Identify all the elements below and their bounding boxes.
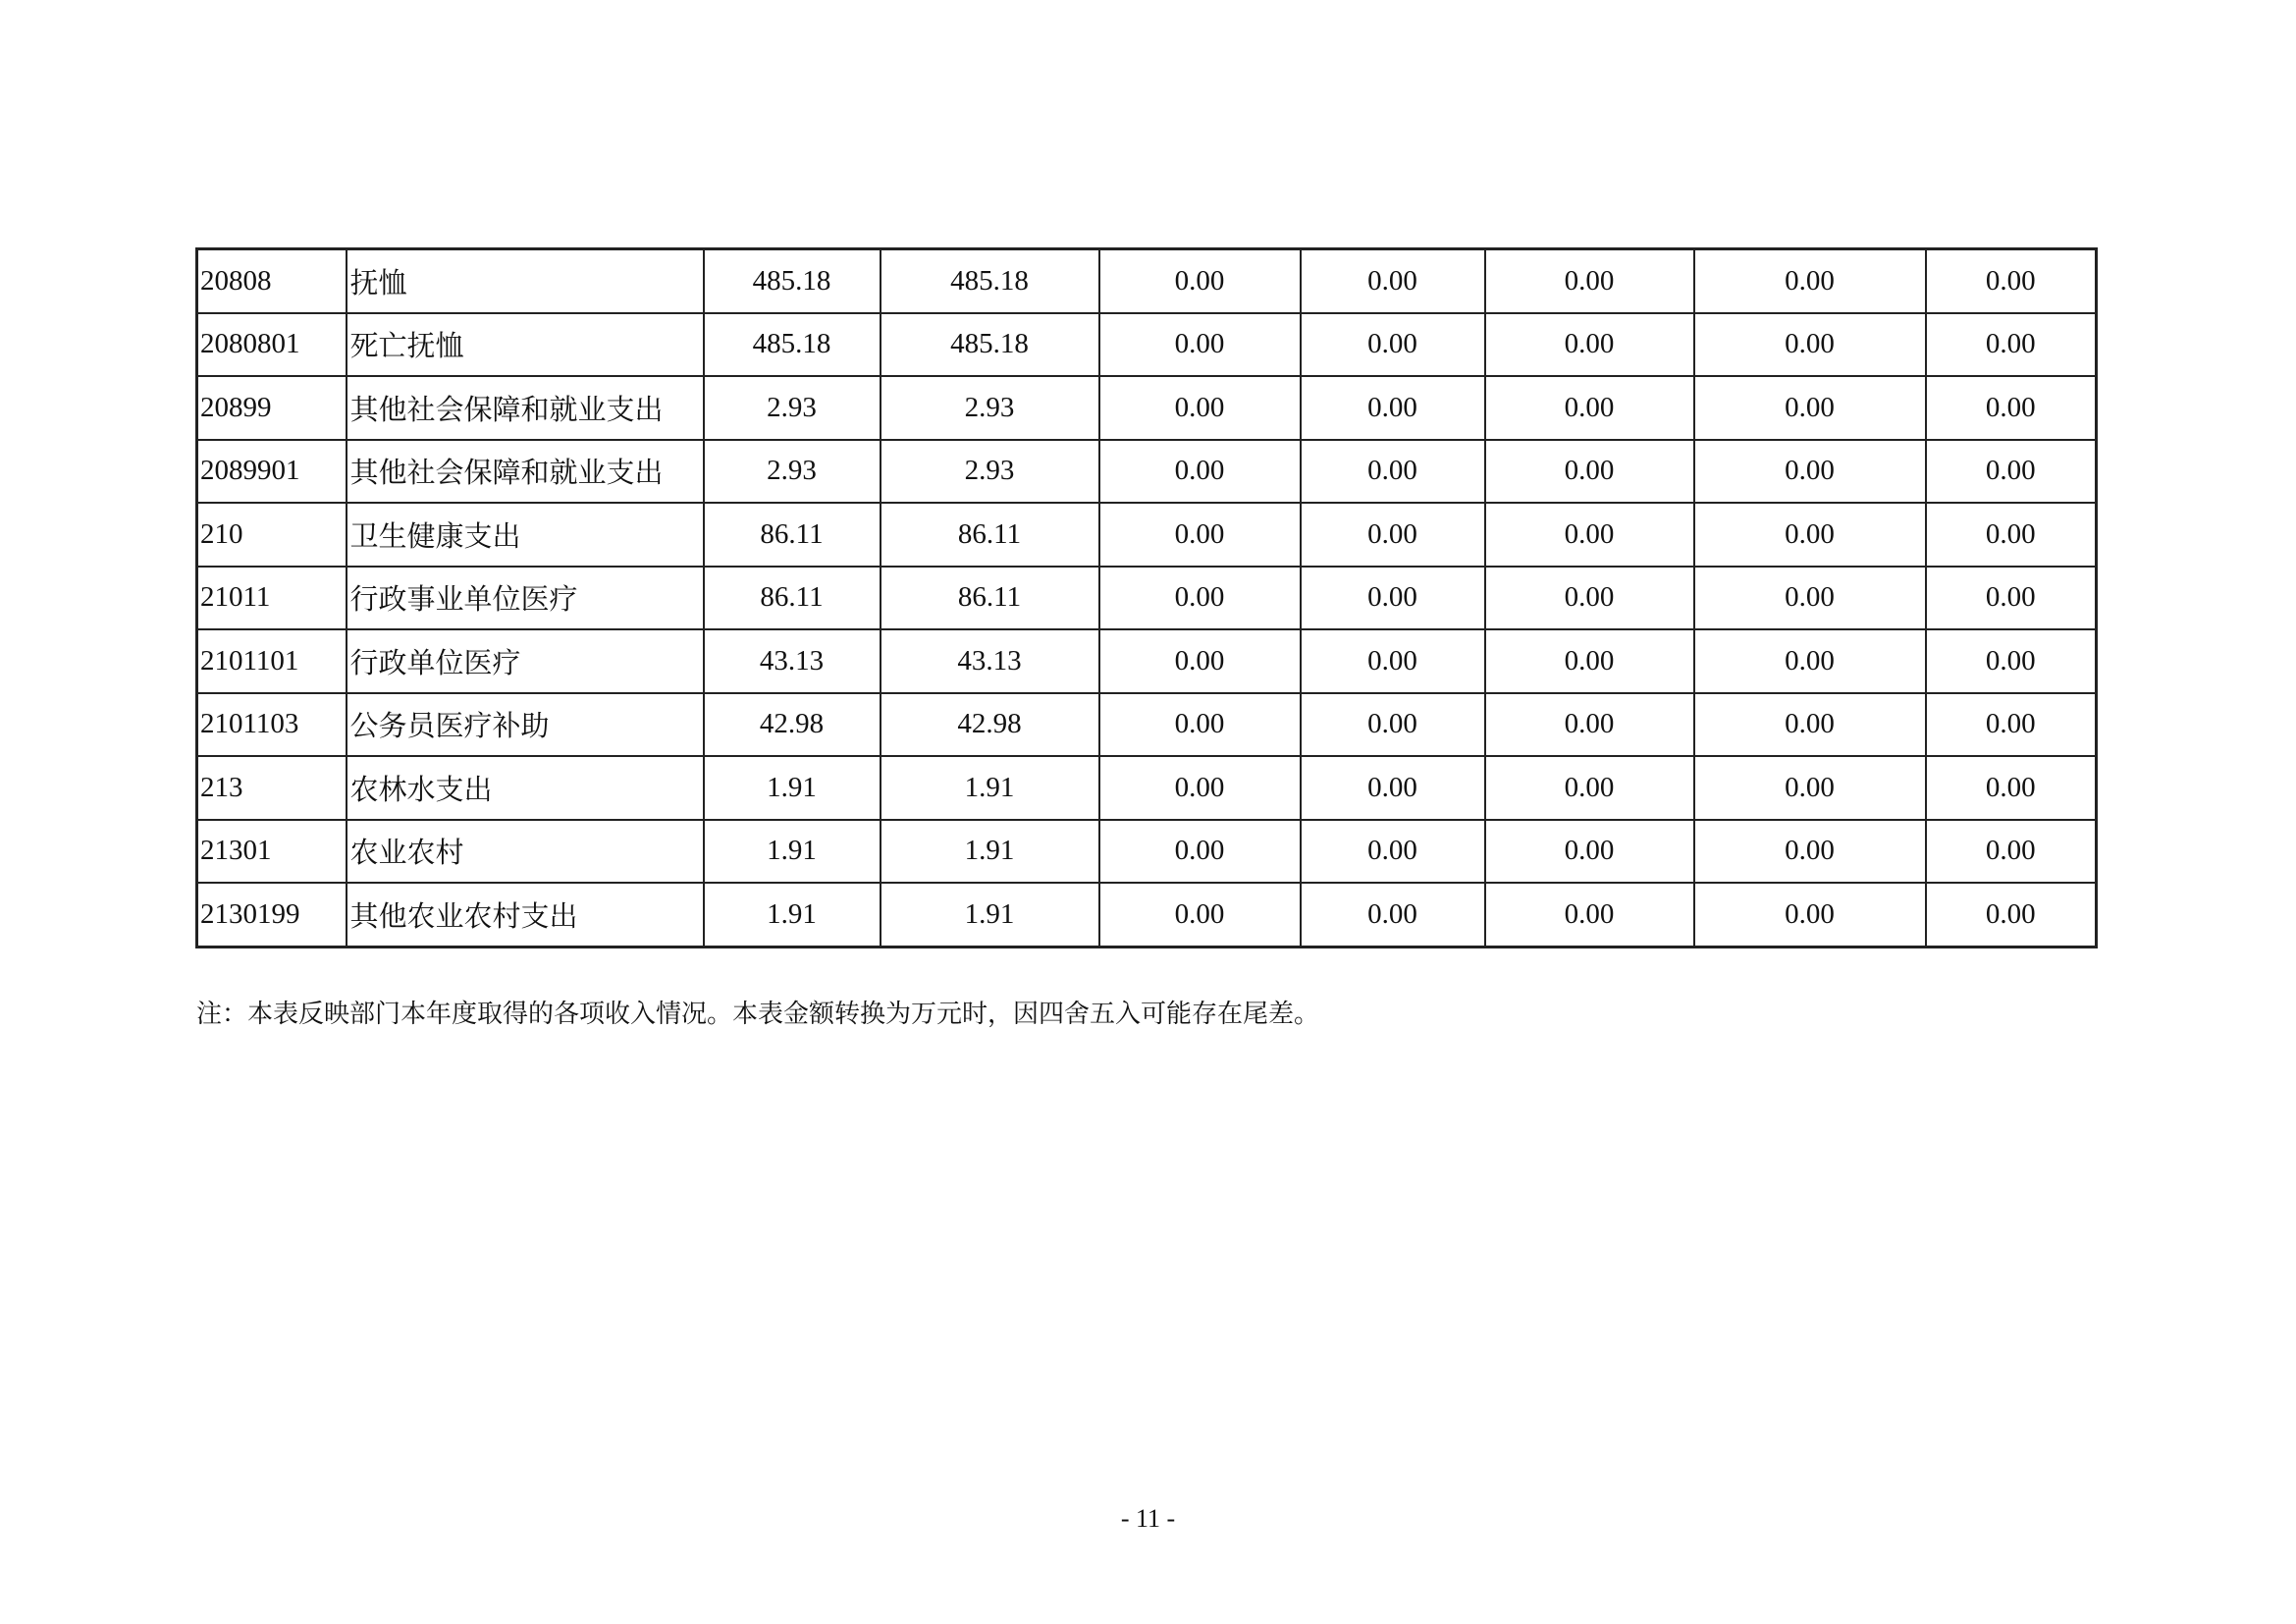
amount-cell: 0.00 [1099, 629, 1301, 693]
amount-cell: 0.00 [1301, 249, 1485, 313]
amount-cell: 0.00 [1099, 440, 1301, 504]
subject-name-cell: 公务员医疗补助 [347, 693, 704, 757]
amount-cell: 0.00 [1099, 693, 1301, 757]
amount-cell: 485.18 [704, 249, 881, 313]
amount-cell: 1.91 [881, 820, 1099, 884]
amount-cell: 0.00 [1694, 883, 1926, 947]
subject-code-cell: 20899 [197, 376, 347, 440]
amount-cell: 2.93 [704, 440, 881, 504]
amount-cell: 1.91 [704, 883, 881, 947]
amount-cell: 0.00 [1926, 883, 2097, 947]
amount-cell: 0.00 [1301, 756, 1485, 820]
table-row [197, 249, 2097, 313]
amount-cell: 0.00 [1099, 820, 1301, 884]
subject-code-cell: 21301 [197, 820, 347, 884]
subject-name-cell: 其他农业农村支出 [347, 883, 704, 947]
subject-name-cell: 行政事业单位医疗 [347, 567, 704, 630]
amount-cell: 0.00 [1485, 376, 1694, 440]
amount-cell: 0.00 [1926, 376, 2097, 440]
amount-cell: 0.00 [1301, 503, 1485, 567]
amount-cell: 0.00 [1485, 249, 1694, 313]
amount-cell: 0.00 [1694, 693, 1926, 757]
amount-cell: 0.00 [1694, 313, 1926, 377]
amount-cell: 0.00 [1099, 376, 1301, 440]
amount-cell: 0.00 [1926, 756, 2097, 820]
amount-cell: 0.00 [1485, 883, 1694, 947]
amount-cell: 1.91 [704, 756, 881, 820]
amount-cell: 0.00 [1926, 249, 2097, 313]
table-row [197, 503, 2097, 567]
amount-cell: 0.00 [1926, 820, 2097, 884]
subject-name-cell: 死亡抚恤 [347, 313, 704, 377]
table-row [197, 756, 2097, 820]
amount-cell: 1.91 [881, 883, 1099, 947]
amount-cell: 0.00 [1485, 313, 1694, 377]
subject-code-cell: 210 [197, 503, 347, 567]
amount-cell: 0.00 [1301, 693, 1485, 757]
amount-cell: 0.00 [1694, 376, 1926, 440]
amount-cell: 0.00 [1926, 567, 2097, 630]
amount-cell: 0.00 [1099, 249, 1301, 313]
table-row [197, 376, 2097, 440]
amount-cell: 0.00 [1694, 756, 1926, 820]
subject-code-cell: 213 [197, 756, 347, 820]
amount-cell: 0.00 [1099, 313, 1301, 377]
table-note: 注：本表反映部门本年度取得的各项收入情况。本表金额转换为万元时，因四舍五入可能存在尾差。 [196, 1000, 1320, 1029]
amount-cell: 1.91 [704, 820, 881, 884]
table-row [197, 883, 2097, 947]
amount-cell: 0.00 [1485, 756, 1694, 820]
amount-cell: 0.00 [1926, 693, 2097, 757]
amount-cell: 0.00 [1301, 440, 1485, 504]
amount-cell: 43.13 [704, 629, 881, 693]
amount-cell: 0.00 [1099, 883, 1301, 947]
subject-code-cell: 2130199 [197, 883, 347, 947]
amount-cell: 86.11 [704, 503, 881, 567]
amount-cell: 0.00 [1694, 629, 1926, 693]
amount-cell: 0.00 [1485, 629, 1694, 693]
amount-cell: 86.11 [704, 567, 881, 630]
amount-cell: 0.00 [1301, 820, 1485, 884]
amount-cell: 0.00 [1099, 503, 1301, 567]
amount-cell: 0.00 [1099, 756, 1301, 820]
amount-cell: 485.18 [881, 249, 1099, 313]
table-row [197, 313, 2097, 377]
amount-cell: 485.18 [704, 313, 881, 377]
subject-code-cell: 2101101 [197, 629, 347, 693]
amount-cell: 485.18 [881, 313, 1099, 377]
amount-cell: 42.98 [881, 693, 1099, 757]
amount-cell: 0.00 [1926, 440, 2097, 504]
table-row [197, 567, 2097, 630]
amount-cell: 0.00 [1926, 629, 2097, 693]
subject-name-cell: 抚恤 [347, 249, 704, 313]
subject-name-cell: 农林水支出 [347, 756, 704, 820]
amount-cell: 2.93 [881, 440, 1099, 504]
subject-code-cell: 20808 [197, 249, 347, 313]
amount-cell: 0.00 [1926, 313, 2097, 377]
amount-cell: 0.00 [1301, 313, 1485, 377]
amount-cell: 0.00 [1694, 567, 1926, 630]
subject-name-cell: 农业农村 [347, 820, 704, 884]
income-table [195, 247, 2098, 948]
amount-cell: 0.00 [1694, 249, 1926, 313]
subject-code-cell: 2080801 [197, 313, 347, 377]
subject-code-cell: 2101103 [197, 693, 347, 757]
amount-cell: 2.93 [704, 376, 881, 440]
amount-cell: 0.00 [1485, 820, 1694, 884]
subject-code-cell: 2089901 [197, 440, 347, 504]
table-row [197, 629, 2097, 693]
amount-cell: 0.00 [1485, 503, 1694, 567]
amount-cell: 0.00 [1926, 503, 2097, 567]
subject-code-cell: 21011 [197, 567, 347, 630]
amount-cell: 86.11 [881, 503, 1099, 567]
amount-cell: 0.00 [1694, 440, 1926, 504]
subject-name-cell: 其他社会保障和就业支出 [347, 376, 704, 440]
amount-cell: 0.00 [1485, 693, 1694, 757]
amount-cell: 43.13 [881, 629, 1099, 693]
amount-cell: 0.00 [1301, 629, 1485, 693]
amount-cell: 0.00 [1694, 503, 1926, 567]
amount-cell: 0.00 [1301, 883, 1485, 947]
amount-cell: 0.00 [1485, 567, 1694, 630]
amount-cell: 42.98 [704, 693, 881, 757]
amount-cell: 0.00 [1485, 440, 1694, 504]
amount-cell: 2.93 [881, 376, 1099, 440]
amount-cell: 0.00 [1301, 567, 1485, 630]
table-body [197, 249, 2097, 947]
table-row [197, 440, 2097, 504]
amount-cell: 0.00 [1694, 820, 1926, 884]
amount-cell: 86.11 [881, 567, 1099, 630]
subject-name-cell: 其他社会保障和就业支出 [347, 440, 704, 504]
subject-name-cell: 卫生健康支出 [347, 503, 704, 567]
amount-cell: 0.00 [1301, 376, 1485, 440]
table-row [197, 693, 2097, 757]
amount-cell: 0.00 [1099, 567, 1301, 630]
amount-cell: 1.91 [881, 756, 1099, 820]
page-number: - 11 - [1120, 1504, 1176, 1533]
subject-name-cell: 行政单位医疗 [347, 629, 704, 693]
table-row [197, 820, 2097, 884]
